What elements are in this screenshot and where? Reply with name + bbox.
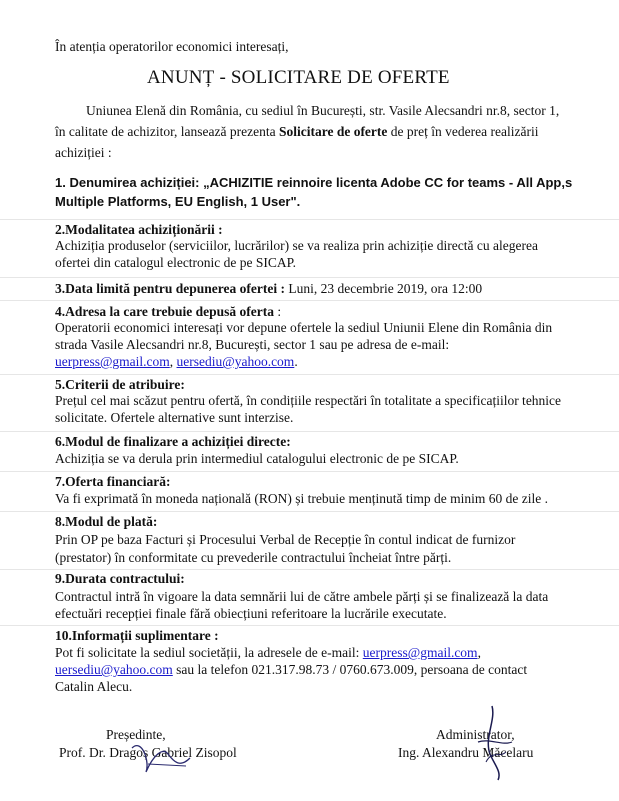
section-5-line-1: Prețul cel mai scăzut pentru ofertă, în condițiile respectări în totalitate a specificațiilor tehnice (55, 393, 562, 408)
divider (0, 277, 619, 278)
divider (0, 511, 619, 512)
signature-scribble-left (128, 728, 198, 776)
intro-line-3: achiziției : (55, 145, 112, 160)
section-2-line-1: Achiziția produselor (serviciilor, lucrărilor) se va realiza prin achiziție directă cu alegerea (55, 238, 538, 253)
greeting: În atenția operatorilor economici interesați, (55, 39, 289, 54)
section-7-line-1: Va fi exprimată în moneda națională (RON) și trebuie menținută timp de minim 60 de zile . (55, 491, 548, 506)
section-1-line-1: 1. Denumirea achiziției: „ACHIZITIE reinnoire licenta Adobe CC for teams - All App,s (55, 175, 573, 190)
signature-scribble-right (472, 702, 516, 782)
intro-bold-phrase: Solicitare de oferte (278, 124, 388, 139)
section-9-line-1: Contractul intră în vigoare la data semnării lui de către ambele părți și se finalizează la data (55, 589, 549, 604)
section-10-line-3: Catalin Alecu. (55, 679, 133, 694)
signature-left-role: Președinte, (106, 727, 166, 742)
divider (0, 300, 619, 301)
email-link-uerpress[interactable]: uerpress@gmail.com (55, 354, 170, 369)
page-title: ANUNȚ - SOLICITARE DE OFERTE (147, 67, 450, 88)
intro-line-2: în calitate de achizitor, lansează prezenta Solicitare de oferte de preț în vederea realizării (55, 124, 539, 139)
section-4-line-2: strada Vasile Alecsandri nr.8, București, sector 1 sau pe adresa de e-mail: (55, 337, 450, 352)
section-10-heading: 10.Informații suplimentare : (55, 628, 219, 643)
section-2-heading: 2.Modalitatea achiziționării : (55, 222, 223, 237)
intro-line-1: Uniunea Elenă din România, cu sediul în București, str. Vasile Alecsandri nr.8, sector 1, (86, 103, 560, 118)
section-1-line-2: Multiple Platforms, EU English, 1 User". (55, 194, 301, 209)
section-4-line-1: Operatorii economici interesați vor depune ofertele la sediul Uniunii Elene din România din (55, 320, 553, 335)
deadline-value: Luni, 23 decembrie 2019, ora 12:00 (284, 281, 483, 296)
section-4-emails: uerpress@gmail.com, uersediu@yahoo.com. (55, 354, 298, 369)
email-link-uersediu[interactable]: uersediu@yahoo.com (55, 662, 173, 677)
section-6-heading: 6.Modul de finalizare a achiziției directe: (55, 434, 291, 449)
signature-right-role: Administrator, (436, 727, 515, 742)
divider (0, 431, 619, 432)
section-9-heading: 9.Durata contractului: (55, 571, 185, 586)
section-8-heading: 8.Modul de plată: (55, 514, 158, 529)
section-10-line-1: Pot fi solicitate la sediul societății, la adresele de e-mail: uerpress@gmail.com, (55, 645, 481, 660)
divider (0, 219, 619, 220)
section-8-line-1: Prin OP pe baza Facturi și Procesului Verbal de Recepție în contul indicat de furnizor (55, 532, 516, 547)
section-3 (55, 281, 482, 297)
section-4-heading: 4.Adresa la care trebuie depusă oferta : (55, 304, 282, 319)
email-link-uerpress[interactable]: uerpress@gmail.com (362, 645, 478, 660)
divider (0, 374, 619, 375)
signature-left-name: Prof. Dr. Dragoș Gabriel Zisopol (59, 745, 237, 760)
divider (0, 625, 619, 626)
section-5-heading: 5.Criterii de atribuire: (55, 377, 185, 392)
section-10-line-2: uersediu@yahoo.com sau la telefon 021.317.98.73 / 0760.673.009, persoana de contact (55, 662, 528, 677)
section-2-line-2: ofertei din catalogul electronic de pe SICAP. (55, 255, 297, 270)
section-8-line-2: (prestator) în conformitate cu prevederile contractului încheiat între părți. (55, 550, 452, 565)
divider (0, 471, 619, 472)
section-9-line-2: efectuări recepției finale fără obiecțiuni referitoare la lucrările executate. (55, 606, 447, 621)
signature-right-name: Ing. Alexandru Măcelaru (398, 745, 534, 760)
divider (0, 569, 619, 570)
section-6-line-1: Achiziția se va derula prin intermediul catalogului electronic de pe SICAP. (55, 451, 459, 466)
section-7-heading: 7.Oferta financiară: (55, 474, 171, 489)
section-5-line-2: solicitate. Ofertele alternative sunt interzise. (55, 410, 294, 425)
section-3-heading: 3.Data limită pentru depunerea ofertei : (55, 281, 285, 296)
email-link-uersediu[interactable]: uersediu@yahoo.com (176, 354, 295, 369)
